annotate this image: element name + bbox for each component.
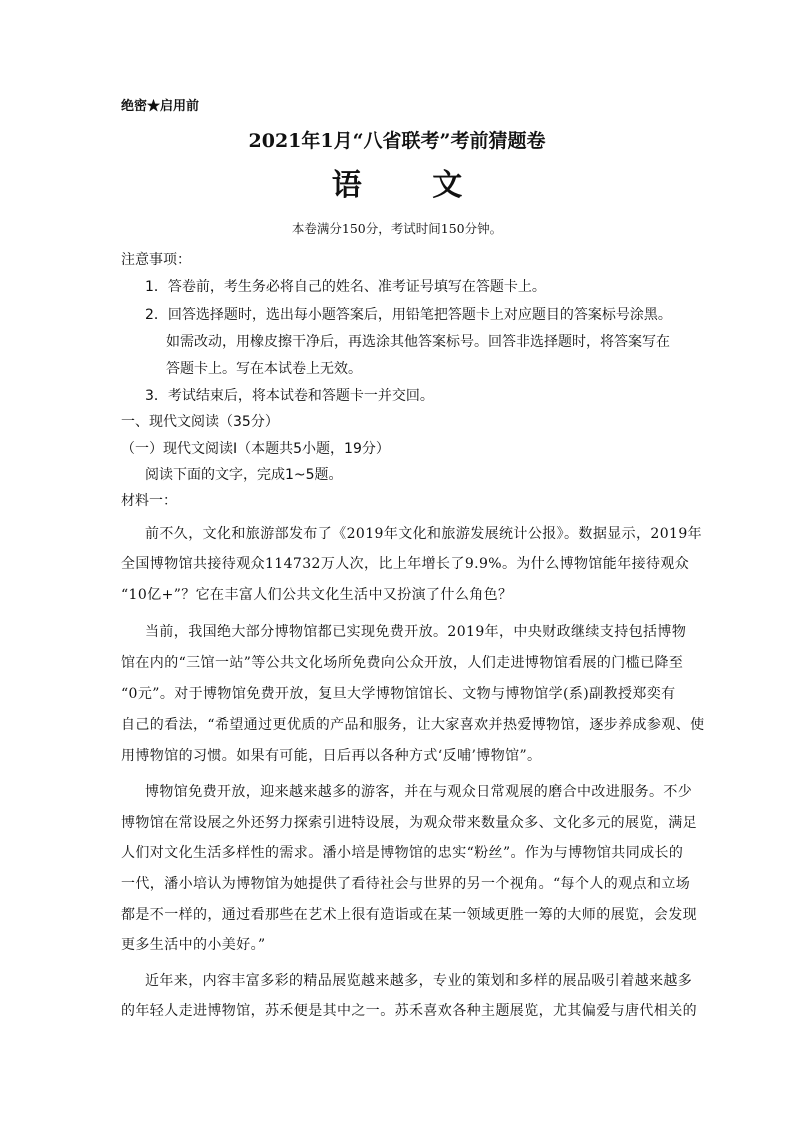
section-subheading: （一）现代文阅读Ⅰ（本题共5小题，19分） [121, 441, 390, 457]
paragraph-line: 当前，我国绝大部分博物馆都已实现免费开放。2019年，中央财政继续支持包括博物 [145, 624, 687, 640]
exam-title: 2021年1月“八省联考”考前猜题卷 [248, 130, 546, 152]
paragraph-line: 全国博物馆共接待观众114732万人次，比上年增长了9.9%。为什么博物馆能年接待观众 [121, 556, 690, 572]
notice-item: 2．回答选择题时，选出每小题答案后，用铅笔把答题卡上对应题目的答案标号涂黑。 [145, 307, 672, 323]
section-heading: 一、现代文阅读（35分） [121, 414, 279, 430]
notice-item: 3．考试结束后，将本试卷和答题卡一并交回。 [145, 388, 434, 404]
notice-item: 1．答卷前，考生务必将自己的姓名、准考证号填写在答题卡上。 [145, 279, 546, 295]
score-info: 本卷满分150分，考试时间150分钟。 [291, 221, 503, 236]
notice-item-continuation: 如需改动，用橡皮擦干净后，再选涂其他答案标号。回答非选择题时，将答案写在 [166, 334, 670, 350]
paragraph-line: 自己的看法，“希望通过更优质的产品和服务，让大家喜欢并热爱博物馆，逐步养成参观、使 [121, 717, 705, 733]
paragraph-line: 用博物馆的习惯。如果有可能，日后再以各种方式‘反哺’博物馆”。 [121, 748, 542, 764]
paragraph-line: 都是不一样的，通过看那些在艺术上很有造诣或在某一领域更胜一筹的大师的展览，会发现 [121, 907, 697, 923]
paragraph-line: 前不久，文化和旅游部发布了《2019年文化和旅游发展统计公报》。数据显示，2019年 [145, 526, 703, 542]
subject-title: 语 文 [331, 168, 493, 203]
paragraph-line: 博物馆在常设展之外还努力探索引进特设展，为观众带来数量众多、文化多元的展览，满足 [121, 815, 697, 831]
paragraph-line: 的年轻人走进博物馆，苏禾便是其中之一。苏禾喜欢各种主题展览，尤其偏爱与唐代相关的 [121, 1003, 697, 1019]
paragraph-line: “10亿+”？它在丰富人们公共文化生活中又扮演了什么角色？ [121, 587, 513, 603]
paragraph-line: “0元”。对于博物馆免费开放，复旦大学博物馆馆长、文物与博物馆学(系)副教授郑奕有 [121, 686, 676, 702]
reading-instruction: 阅读下面的文字，完成1~5题。 [145, 467, 343, 483]
paragraph-line: 更多生活中的小美好。” [121, 937, 266, 953]
paragraph-line: 馆在内的“三馆一站”等公共文化场所免费向公众开放，人们走进博物馆看展的门槛已降至 [121, 655, 684, 671]
paragraph-line: 近年来，内容丰富多彩的精品展览越来越多，专业的策划和多样的展品吸引着越来越多 [145, 973, 693, 989]
paragraph-line: 一代，潘小培认为博物馆为她提供了看待社会与世界的另一个视角。“每个人的观点和立场 [121, 876, 691, 892]
secret-mark: 绝密★启用前 [121, 99, 200, 114]
notice-heading: 注意事项： [121, 252, 191, 268]
notice-item-continuation: 答题卡上。写在本试卷上无效。 [166, 361, 362, 377]
paragraph-line: 博物馆免费开放，迎来越来越多的游客，并在与观众日常观展的磨合中改进服务。不少 [145, 784, 693, 800]
material-label: 材料一： [121, 493, 177, 509]
paragraph-line: 人们对文化生活多样性的需求。潘小培是博物馆的忠实“粉丝”。作为与博物馆共同成长的 [121, 845, 684, 861]
